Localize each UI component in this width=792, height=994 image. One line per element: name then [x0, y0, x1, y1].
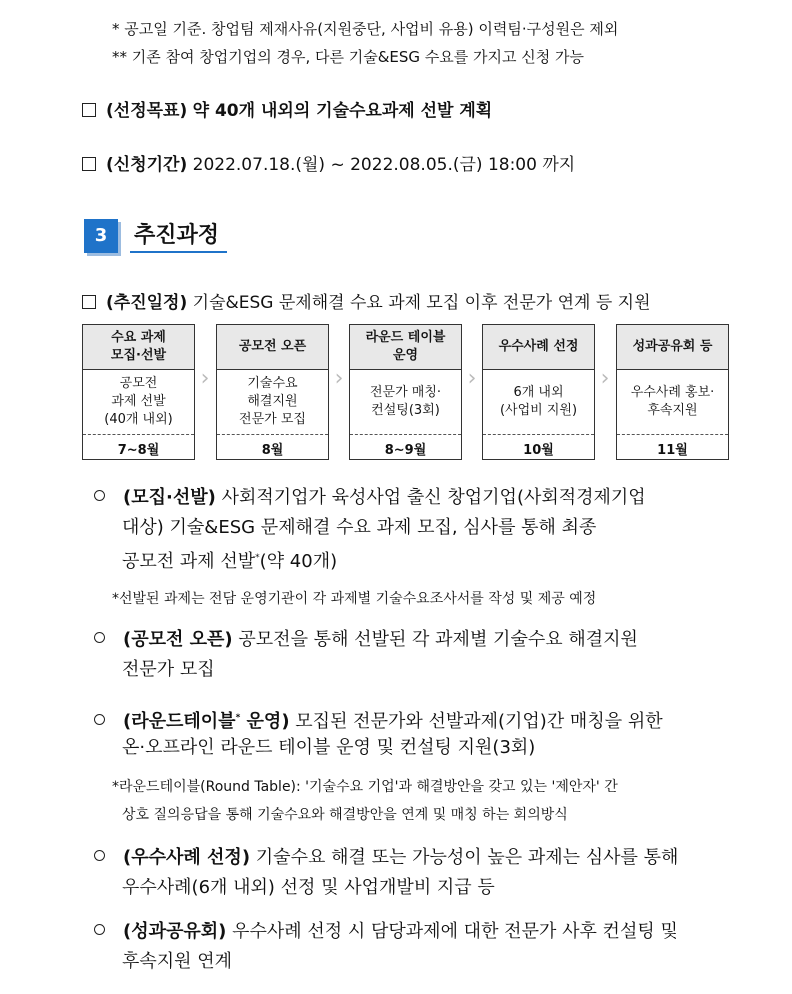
- step-header-line: 운영: [392, 348, 419, 363]
- step-period: 8월: [217, 434, 328, 461]
- schedule-step: [216, 324, 329, 460]
- step-header-line: 공모전 오픈: [238, 339, 307, 354]
- bullet-cont: 우수사례(6개 내외) 선정 및 사업개발비 지급 등: [122, 877, 495, 898]
- bullet-cont: 전문가 모집: [122, 659, 215, 680]
- checkbox-square-icon: [82, 295, 96, 309]
- schedule-line: (추진일정) 기술&ESG 문제해결 수요 과제 모집 이후 전문가 연계 등 지원: [82, 288, 651, 313]
- step-header-line: 성과공유회 등: [632, 339, 713, 354]
- section-heading: [84, 218, 227, 253]
- bullet-circle-icon: [94, 714, 105, 725]
- step-header-line: 수요 과제: [111, 330, 166, 345]
- step-body-line: 과제 선발: [111, 394, 166, 409]
- period-line: (신청기간) 2022.07.18.(월) ~ 2022.08.05.(금) 18:00 까지: [82, 150, 575, 175]
- step-body: [83, 370, 194, 434]
- bullet-cont: 대상) 기술&ESG 문제해결 수요 과제 모집, 심사를 통해 최종: [122, 517, 597, 538]
- step-header: [83, 325, 194, 370]
- bullet-circle-icon: [94, 924, 105, 935]
- step-header: [350, 325, 461, 370]
- round-note: 상호 질의응답을 통해 기술수요와 해결방안을 연계 및 매칭 하는 회의방식: [122, 807, 568, 823]
- bullet-cont: 온·오프라인 라운드 테이블 운영 및 컨설팅 지원(3회): [122, 737, 536, 758]
- target-line: (선정목표) 약 40개 내외의 기술수요과제 선발 계획: [82, 96, 492, 121]
- step-body: [350, 370, 461, 434]
- step-body-line: 해결지원: [247, 394, 298, 409]
- step-period: 11월: [617, 434, 728, 461]
- bullet-cont: 공모전 과제 선발*(약 40개): [122, 551, 338, 572]
- step-body-line: 우수사례 홍보·: [630, 385, 715, 400]
- step-body: [617, 370, 728, 434]
- bullet-circle-icon: [94, 850, 105, 861]
- bullet-circle-icon: [94, 632, 105, 643]
- step-body-line: 기술수요: [247, 376, 298, 391]
- bullet-cont: 후속지원 연계: [122, 951, 233, 972]
- step-body-line: 전문가 모집: [239, 412, 306, 427]
- chevron-right-icon: ›: [200, 366, 210, 391]
- schedule-step: [82, 324, 195, 460]
- schedule-step: [616, 324, 729, 460]
- checkbox-square-icon: [82, 157, 96, 171]
- bullet-round: (라운드테이블* 운영) 모집된 전문가와 선발과제(기업)간 매칭을 위한: [94, 702, 663, 738]
- step-header-line: 라운드 테이블: [365, 330, 446, 345]
- step-header: [483, 325, 594, 370]
- bullet-best: (우수사례 선정) 기술수요 해결 또는 가능성이 높은 과제는 심사를 통해: [94, 842, 678, 874]
- step-body: [217, 370, 328, 434]
- step-body: [483, 370, 594, 434]
- chevron-right-icon: ›: [467, 366, 477, 391]
- chevron-right-icon: ›: [334, 366, 344, 391]
- schedule-step: [349, 324, 462, 460]
- step-period: 8~9월: [350, 434, 461, 461]
- step-header: [617, 325, 728, 370]
- step-body-line: 컨설팅(3회): [371, 403, 440, 418]
- round-note: *라운드테이블(Round Table): '기술수요 기업'과 해결방안을 갖고 있는 '제안자' 간: [112, 779, 618, 795]
- step-body-line: 6개 내외: [513, 385, 564, 400]
- step-body-line: (40개 내외): [104, 412, 173, 427]
- schedule-step: [482, 324, 595, 460]
- chevron-right-icon: ›: [600, 366, 610, 391]
- bullet-open: (공모전 오픈) 공모전을 통해 선발된 각 과제별 기술수요 해결지원: [94, 624, 638, 656]
- step-body-line: 전문가 매칭·: [369, 385, 442, 400]
- step-body-line: (사업비 지원): [499, 403, 578, 418]
- note-line: * 공고일 기준. 창업팀 제재사유(지원중단, 사업비 유용) 이력팀·구성원은 제외: [112, 20, 619, 38]
- step-header-line: 우수사례 선정: [498, 339, 579, 354]
- section-number: 3: [84, 219, 118, 253]
- step-period: 7~8월: [83, 434, 194, 461]
- note-line: ** 기존 참여 창업기업의 경우, 다른 기술&ESG 수요를 가지고 신청 가능: [112, 48, 585, 66]
- step-header: [217, 325, 328, 370]
- step-body-line: 후속지원: [647, 403, 698, 418]
- checkbox-square-icon: [82, 103, 96, 117]
- bullet-circle-icon: [94, 490, 105, 501]
- section-title: 추진과정: [130, 218, 227, 253]
- step-header-line: 모집·선발: [110, 348, 167, 363]
- bullet-recruit: (모집·선발) 사회적기업가 육성사업 출신 창업기업(사회적경제기업: [94, 482, 646, 514]
- recruit-note: *선발된 과제는 전담 운영기관이 각 과제별 기술수요조사서를 작성 및 제공 예정: [112, 591, 597, 607]
- step-period: 10월: [483, 434, 594, 461]
- bullet-share: (성과공유회) 우수사례 선정 시 담당과제에 대한 전문가 사후 컨설팅 및: [94, 916, 678, 948]
- step-body-line: 공모전: [119, 376, 158, 391]
